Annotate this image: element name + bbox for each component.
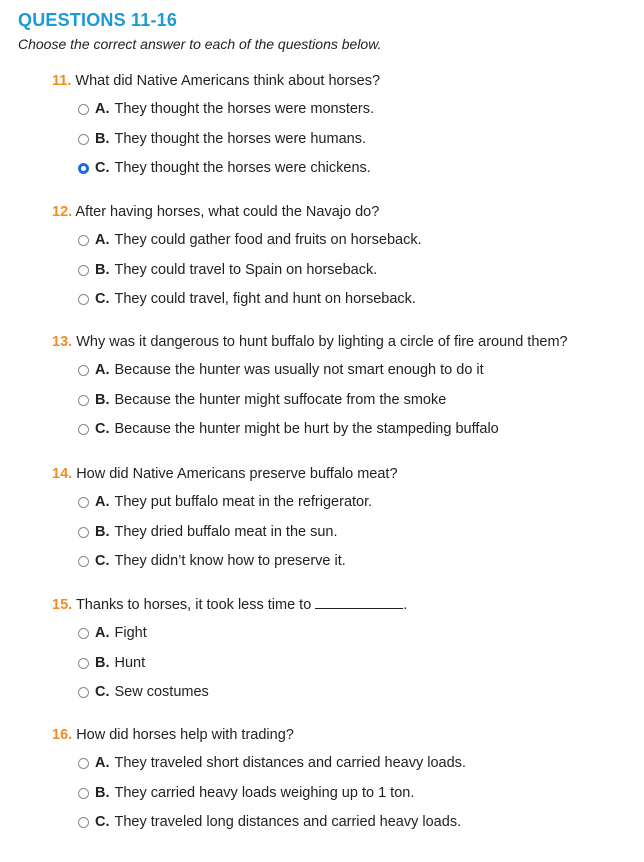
radio-button[interactable] xyxy=(78,527,89,538)
radio-button[interactable] xyxy=(78,497,89,508)
option-text: They carried heavy loads weighing up to 1 ton. xyxy=(114,785,415,801)
option-16-b[interactable] xyxy=(78,783,414,803)
question-15 xyxy=(52,596,632,700)
question-text: How did horses help with trading? xyxy=(76,727,294,743)
option-14-a[interactable] xyxy=(78,492,372,512)
question-prompt xyxy=(52,465,632,483)
option-letter: B. xyxy=(95,524,110,540)
question-prompt xyxy=(52,203,632,221)
question-text: Why was it dangerous to hunt buffalo by lighting a circle of fire around them? xyxy=(76,334,568,350)
question-number: 12. xyxy=(52,204,73,220)
option-letter: A. xyxy=(95,625,110,641)
option-letter: C. xyxy=(95,814,110,830)
option-text: They traveled short distances and carried heavy loads. xyxy=(114,755,466,771)
option-13-a[interactable] xyxy=(78,360,484,380)
question-11 xyxy=(52,72,632,176)
option-text: Because the hunter might suffocate from the smoke xyxy=(114,392,447,408)
question-prompt xyxy=(52,726,632,744)
option-11-c[interactable] xyxy=(78,158,371,178)
option-13-c[interactable] xyxy=(78,419,499,439)
option-letter: B. xyxy=(95,262,110,278)
option-letter: C. xyxy=(95,553,110,569)
radio-button[interactable] xyxy=(78,817,89,828)
option-11-a[interactable] xyxy=(78,99,374,119)
question-number: 15. xyxy=(52,597,73,613)
question-text: After having horses, what could the Navajo do? xyxy=(75,204,380,220)
radio-button[interactable] xyxy=(78,658,89,669)
question-number: 14. xyxy=(52,466,73,482)
option-15-c[interactable] xyxy=(78,682,209,702)
option-text: They could gather food and fruits on horseback. xyxy=(114,232,422,248)
question-number: 16. xyxy=(52,727,73,743)
option-12-c[interactable] xyxy=(78,289,416,309)
option-letter: C. xyxy=(95,421,110,437)
option-16-a[interactable] xyxy=(78,753,466,773)
option-letter: A. xyxy=(95,755,110,771)
radio-button[interactable] xyxy=(78,395,89,406)
option-14-c[interactable] xyxy=(78,551,346,571)
option-text: They dried buffalo meat in the sun. xyxy=(114,524,338,540)
option-text: Because the hunter was usually not smart enough to do it xyxy=(114,362,484,378)
option-letter: B. xyxy=(95,392,110,408)
radio-button[interactable] xyxy=(78,365,89,376)
radio-button[interactable] xyxy=(78,424,89,435)
option-letter: A. xyxy=(95,362,110,378)
radio-button[interactable] xyxy=(78,556,89,567)
question-16 xyxy=(52,726,632,830)
question-12 xyxy=(52,203,632,307)
radio-button[interactable] xyxy=(78,235,89,246)
option-letter: C. xyxy=(95,160,110,176)
radio-button[interactable] xyxy=(78,104,89,115)
question-number: 13. xyxy=(52,334,73,350)
question-text: How did Native Americans preserve buffalo meat? xyxy=(76,466,398,482)
radio-button[interactable] xyxy=(78,628,89,639)
option-text: They traveled long distances and carried heavy loads. xyxy=(114,814,462,830)
option-letter: B. xyxy=(95,131,110,147)
option-12-a[interactable] xyxy=(78,230,422,250)
question-prompt xyxy=(52,596,632,614)
question-text-end: . xyxy=(403,597,408,613)
option-text: Fight xyxy=(114,625,147,641)
instructions: Choose the correct answer to each of the questions below. xyxy=(18,36,382,52)
question-prompt xyxy=(52,72,632,90)
option-letter: B. xyxy=(95,785,110,801)
option-letter: A. xyxy=(95,232,110,248)
option-15-a[interactable] xyxy=(78,623,147,643)
option-letter: A. xyxy=(95,101,110,117)
question-number: 11. xyxy=(52,73,72,89)
option-text: Because the hunter might be hurt by the stampeding buffalo xyxy=(114,421,499,437)
answer-blank xyxy=(315,596,403,609)
radio-button[interactable] xyxy=(78,687,89,698)
option-text: They didn’t know how to preserve it. xyxy=(114,553,346,569)
question-14 xyxy=(52,465,632,569)
radio-button[interactable] xyxy=(78,788,89,799)
option-letter: A. xyxy=(95,494,110,510)
radio-button[interactable] xyxy=(78,265,89,276)
option-text: They put buffalo meat in the refrigerator. xyxy=(114,494,373,510)
question-text: What did Native Americans think about horses? xyxy=(75,73,381,89)
option-text: Sew costumes xyxy=(114,684,209,700)
option-15-b[interactable] xyxy=(78,653,145,673)
option-text: They thought the horses were monsters. xyxy=(114,101,375,117)
question-13 xyxy=(52,333,632,437)
radio-button[interactable] xyxy=(78,163,89,174)
option-letter: C. xyxy=(95,684,110,700)
section-title: QUESTIONS 11-16 xyxy=(18,10,178,30)
radio-button[interactable] xyxy=(78,758,89,769)
option-11-b[interactable] xyxy=(78,129,366,149)
option-14-b[interactable] xyxy=(78,522,338,542)
option-text: They could travel to Spain on horseback. xyxy=(114,262,378,278)
option-text: They thought the horses were chickens. xyxy=(114,160,371,176)
radio-button[interactable] xyxy=(78,294,89,305)
option-text: They thought the horses were humans. xyxy=(114,131,366,147)
option-letter: C. xyxy=(95,291,110,307)
question-prompt xyxy=(52,333,632,351)
option-13-b[interactable] xyxy=(78,390,446,410)
question-text: Thanks to horses, it took less time to xyxy=(75,597,312,613)
radio-button[interactable] xyxy=(78,134,89,145)
option-text: They could travel, fight and hunt on horseback. xyxy=(114,291,416,307)
option-16-c[interactable] xyxy=(78,812,461,832)
option-letter: B. xyxy=(95,655,110,671)
option-12-b[interactable] xyxy=(78,260,377,280)
option-text: Hunt xyxy=(114,655,146,671)
